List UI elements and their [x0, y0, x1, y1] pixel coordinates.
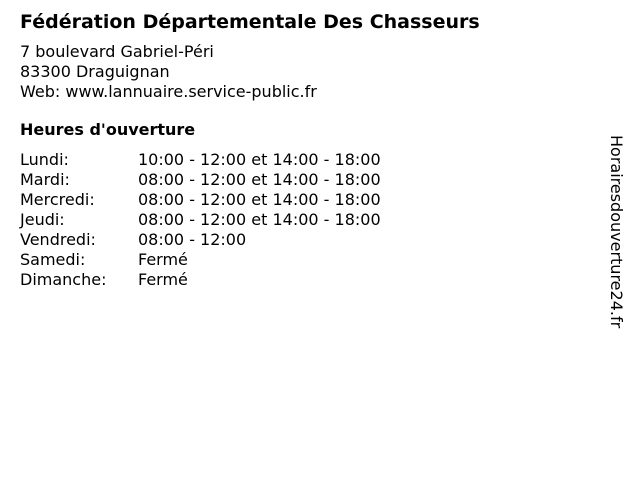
day-hours: 10:00 - 12:00 et 14:00 - 18:00: [138, 150, 381, 169]
day-label: Dimanche:: [20, 270, 107, 289]
day-label: Samedi:: [20, 250, 86, 269]
site-watermark: Horairesdouverture24.fr: [607, 135, 626, 329]
day-hours: 08:00 - 12:00 et 14:00 - 18:00: [138, 170, 381, 189]
opening-hours-heading: Heures d'ouverture: [20, 120, 196, 139]
address-street: 7 boulevard Gabriel-Péri: [20, 42, 214, 61]
day-hours: 08:00 - 12:00 et 14:00 - 18:00: [138, 210, 381, 229]
business-address: [20, 42, 600, 102]
day-label: Lundi:: [20, 150, 69, 169]
address-city: 83300 Draguignan: [20, 62, 170, 81]
hours-row-sunday: [20, 270, 600, 290]
day-label: Mardi:: [20, 170, 70, 189]
hours-row-tuesday: [20, 170, 600, 190]
opening-hours-table: [20, 150, 600, 290]
hours-row-saturday: [20, 250, 600, 270]
business-card: [20, 10, 600, 290]
day-hours: Fermé: [138, 270, 188, 289]
day-label: Jeudi:: [20, 210, 65, 229]
day-label: Mercredi:: [20, 190, 95, 209]
day-hours: 08:00 - 12:00: [138, 230, 247, 249]
hours-row-monday: [20, 150, 600, 170]
business-name: Fédération Départementale Des Chasseurs: [20, 11, 480, 33]
day-label: Vendredi:: [20, 230, 96, 249]
day-hours: 08:00 - 12:00 et 14:00 - 18:00: [138, 190, 381, 209]
hours-row-wednesday: [20, 190, 600, 210]
hours-row-friday: [20, 230, 600, 250]
website-line: Web: www.lannuaire.service-public.fr: [20, 82, 317, 101]
hours-row-thursday: [20, 210, 600, 230]
day-hours: Fermé: [138, 250, 188, 269]
